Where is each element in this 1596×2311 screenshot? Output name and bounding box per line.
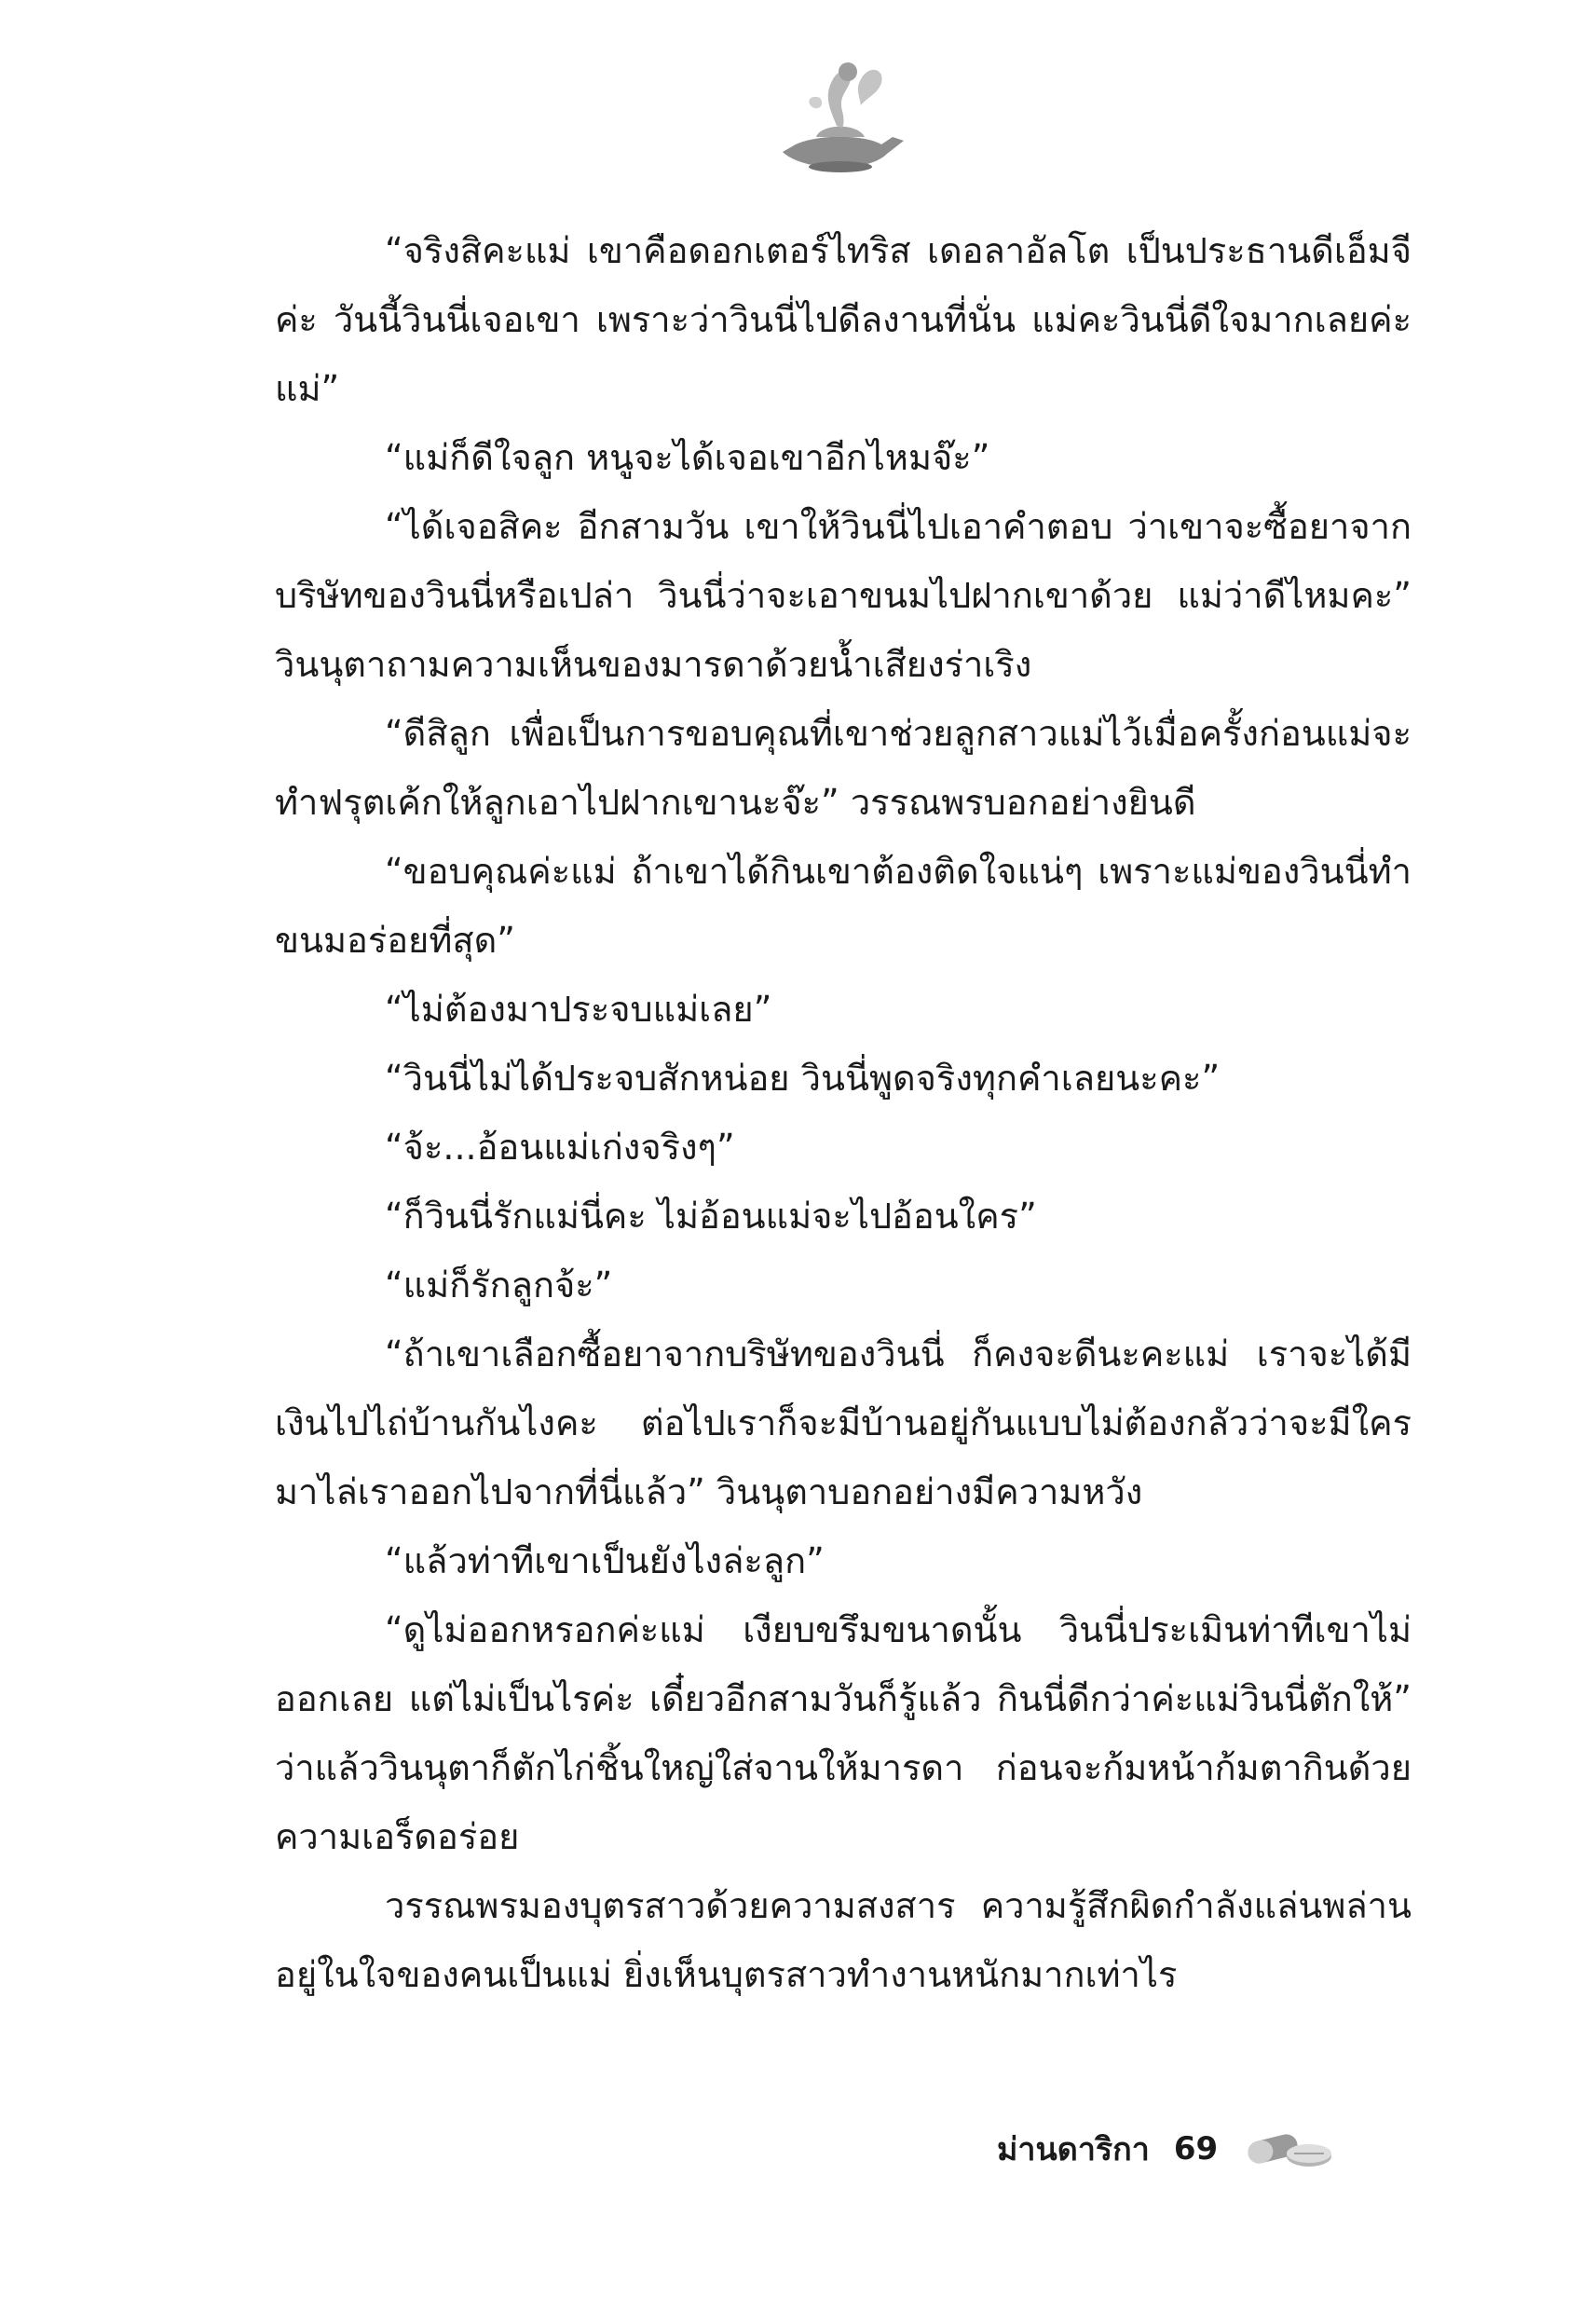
paragraph: “ดีสิลูก เพื่อเป็นการขอบคุณที่เขาช่วยลูกสาวแม่ไว้เมื่อครั้งก่อนแม่จะทำฟรุตเค้กให้ลูกเอาไปฝากเขานะจ๊ะ” วรรณพรบอกอย่างยินดี: [275, 713, 1412, 823]
paragraph: “จริงสิคะแม่ เขาคือดอกเตอร์ไทริส เดอลาอัลโต เป็นประธานดีเอ็มจีค่ะ วันนี้วินนี่เจอเขา เพราะว่าวินนี่ไปดีลงานที่นั่น แม่คะวินนี่ดีใจมากเลยค่ะแม่”: [275, 230, 1412, 409]
paragraph: “แม่ก็รักลูกจ้ะ”: [385, 1265, 613, 1306]
paragraph: “จ้ะ...อ้อนแม่เก่งจริงๆ”: [385, 1127, 735, 1168]
paragraph: วรรณพรมองบุตรสาวด้วยความสงสาร ความรู้สึกผิดกำลังแล่นพล่านอยู่ในใจของคนเป็นแม่ ยิ่งเห็นบุตรสาวทำงานหนักมากเท่าไร: [275, 1885, 1412, 1995]
paragraph: “ขอบคุณค่ะแม่ ถ้าเขาได้กินเขาต้องติดใจแน่ๆ เพราะแม่ของวินนี่ทำขนมอร่อยที่สุด”: [275, 851, 1412, 961]
paragraph: “แม่ก็ดีใจลูก หนูจะได้เจอเขาอีกไหมจ๊ะ”: [385, 437, 990, 478]
body-text: [275, 216, 1412, 2009]
book-title: ม่านดาริกา: [997, 2131, 1150, 2168]
pills-icon: [1242, 2123, 1335, 2175]
genie-lamp-icon: [764, 51, 913, 182]
paragraph: “ก็วินนี่รักแม่นี่คะ ไม่อ้อนแม่จะไปอ้อนใคร”: [385, 1196, 1037, 1237]
paragraph: “ดูไม่ออกหรอกค่ะแม่ เงียบขรึมขนาดนั้น วินนี่ประเมินท่าทีเขาไม่ออกเลย แต่ไม่เป็นไรค่ะ เดี๋ยวอีกสามวันก็รู้แล้ว กินนี่ดีกว่าค่ะแม่วินนี่ตักให้” ว่าแล้ววินนุตาก็ตักไก่ชิ้นใหญ่ใส่จานให้มารดา ก่อนจะก้มหน้าก้มตากินด้วยความเอร็ดอร่อย: [275, 1609, 1412, 1857]
paragraph: “แล้วท่าทีเขาเป็นยังไงล่ะลูก”: [385, 1540, 825, 1581]
paragraph: “ไม่ต้องมาประจบแม่เลย”: [385, 989, 772, 1030]
page-footer: [997, 2121, 1335, 2177]
paragraph: “วินนี่ไม่ได้ประจบสักหน่อย วินนี่พูดจริงทุกคำเลยนะคะ”: [385, 1058, 1221, 1099]
paragraph: “ได้เจอสิคะ อีกสามวัน เขาให้วินนี่ไปเอาคำตอบ ว่าเขาจะซื้อยาจากบริษัทของวินนี่หรือเปล่า วินนี่ว่าจะเอาขนมไปฝากเขาด้วย แม่ว่าดีไหมคะ” วินนุตาถามความเห็นของมารดาด้วยน้ำเสียงร่าเริง: [275, 506, 1412, 685]
page-number: 69: [1173, 2130, 1219, 2167]
paragraph: “ถ้าเขาเลือกซื้อยาจากบริษัทของวินนี่ ก็คงจะดีนะคะแม่ เราจะได้มีเงินไปไถ่บ้านกันไงคะ ต่อไปเราก็จะมีบ้านอยู่กันแบบไม่ต้องกลัวว่าจะมีใครมาไล่เราออกไปจากที่นี่แล้ว” วินนุตาบอกอย่างมีความหวัง: [275, 1333, 1412, 1512]
